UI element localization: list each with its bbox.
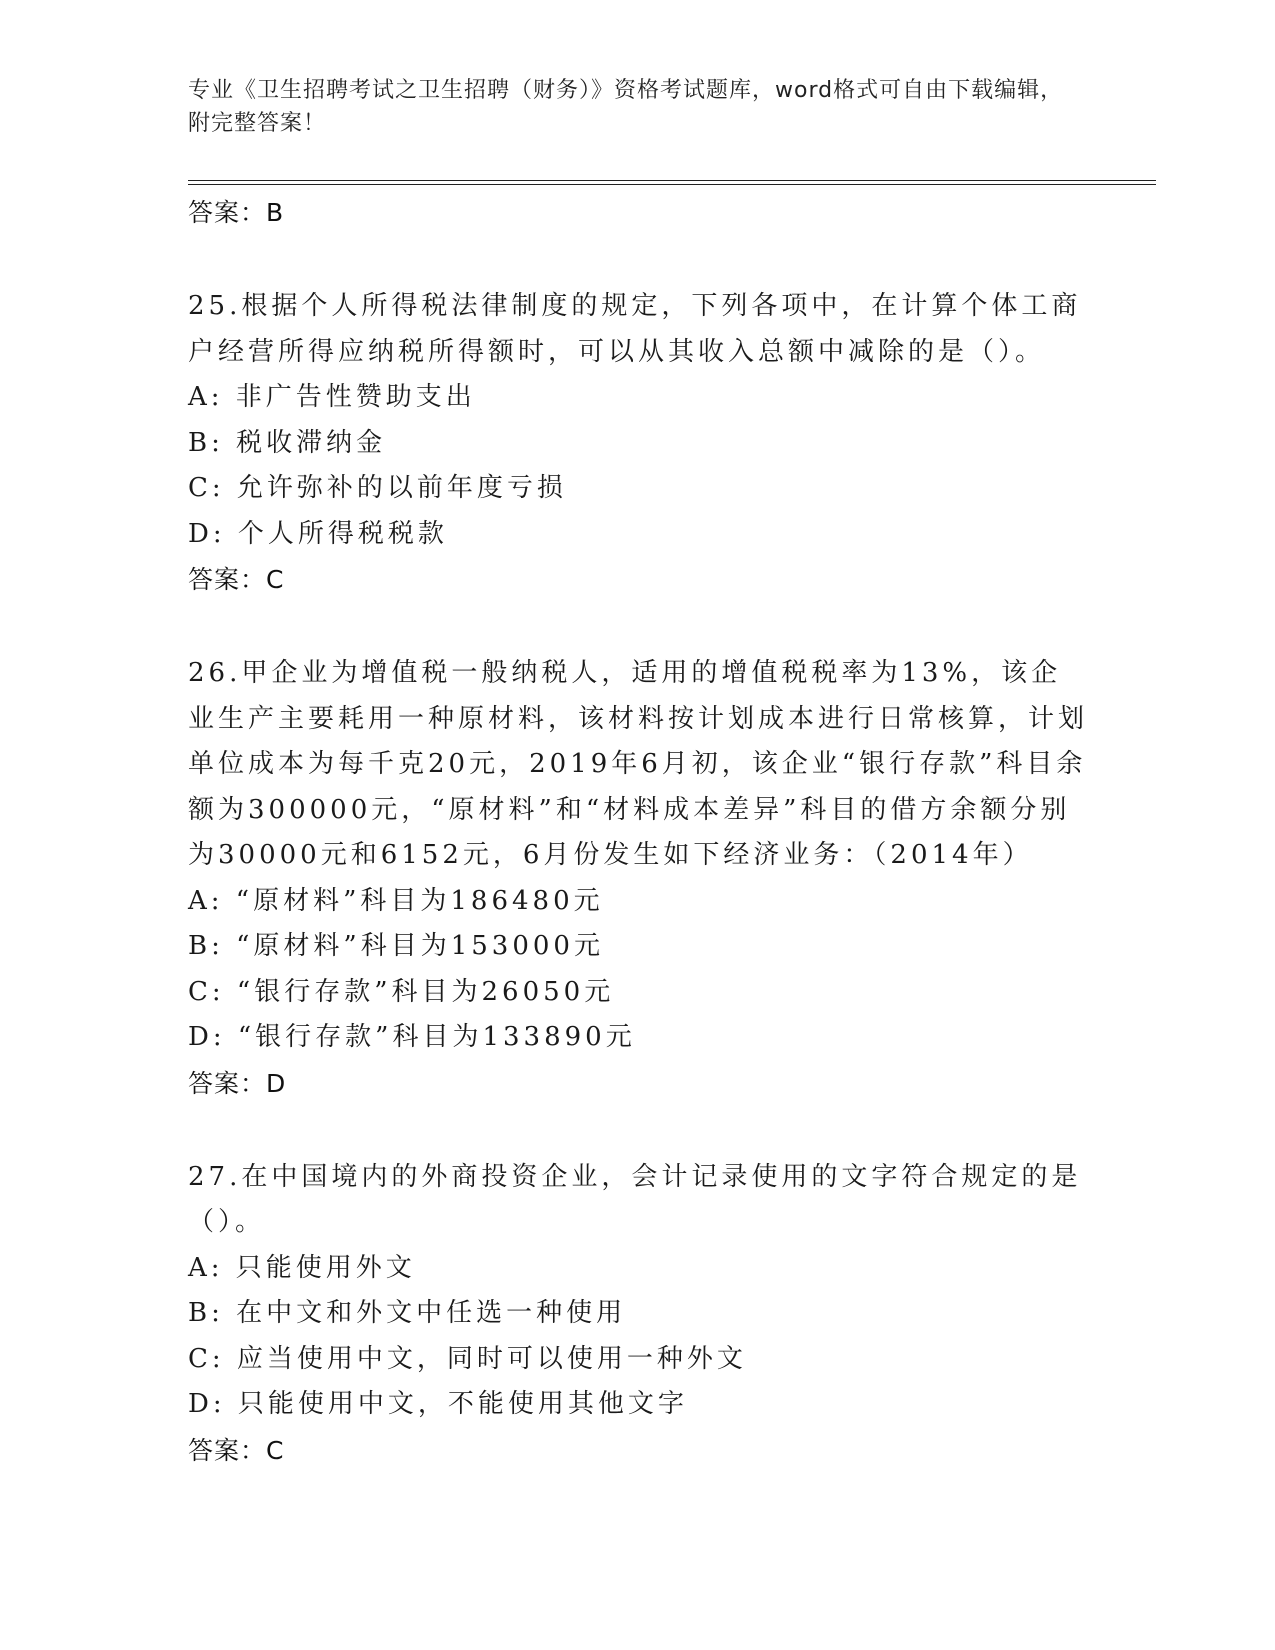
option-c: C: 允许弥补的以前年度亏损: [188, 473, 567, 503]
answer: 答案：C: [188, 565, 285, 594]
option-b: B: 税收滞纳金: [188, 427, 387, 458]
document-header: 专业《卫生招聘考试之卫生招聘（财务）》资格考试题库，word格式可自由下载编辑，附完整答案！: [188, 78, 1064, 136]
question-text: 27.在中国境内的外商投资企业，会计记录使用的文字符合规定的是（）。: [188, 1161, 1082, 1237]
option-c: C: “银行存款”科目为26050元: [188, 976, 615, 1007]
question-text: 25.根据个人所得税法律制度的规定，下列各项中，在计算个体工商户经营所得应纳税所得额时，可以从其收入总额中减除的是（）。: [188, 291, 1082, 367]
option-d: D: “银行存款”科目为133890元: [188, 1022, 636, 1052]
answer: 答案：C: [188, 1435, 285, 1465]
answer: 答案：D: [188, 1068, 287, 1098]
header-rule-bottom: [188, 184, 1156, 185]
option-b: B: “原材料”科目为153000元: [188, 931, 604, 961]
option-d: D: 只能使用中文，不能使用其他文字: [188, 1389, 688, 1419]
option-a: A: 只能使用外文: [188, 1252, 416, 1283]
question-27: [188, 1155, 1088, 1474]
option-a: A: “原材料”科目为186480元: [188, 885, 604, 916]
option-d: D: 个人所得税税款: [188, 518, 448, 549]
option-c: C: 应当使用中文，同时可以使用一种外文: [188, 1343, 747, 1374]
previous-answer: 答案：B: [188, 198, 285, 227]
question-26: [188, 651, 1088, 1107]
option-a: A: 非广告性赞助支出: [188, 382, 476, 412]
question-text: 26.甲企业为增值税一般纳税人，适用的增值税税率为13%，该企业生产主要耗用一种原材料，该材料按计划成本进行日常核算，计划单位成本为每千克20元，2019年6月初，该企业“银行存款”科目余额为300000元，“原材料”和“材料成本差异”科目的借方余额分别为30000元和6152元，6月份发生如下经济业务：（2014年）: [188, 658, 1089, 870]
questions-content: [188, 190, 1088, 1474]
header-rule-top: [188, 180, 1156, 181]
option-b: B: 在中文和外文中任选一种使用: [188, 1298, 627, 1328]
question-25: [188, 284, 1088, 603]
